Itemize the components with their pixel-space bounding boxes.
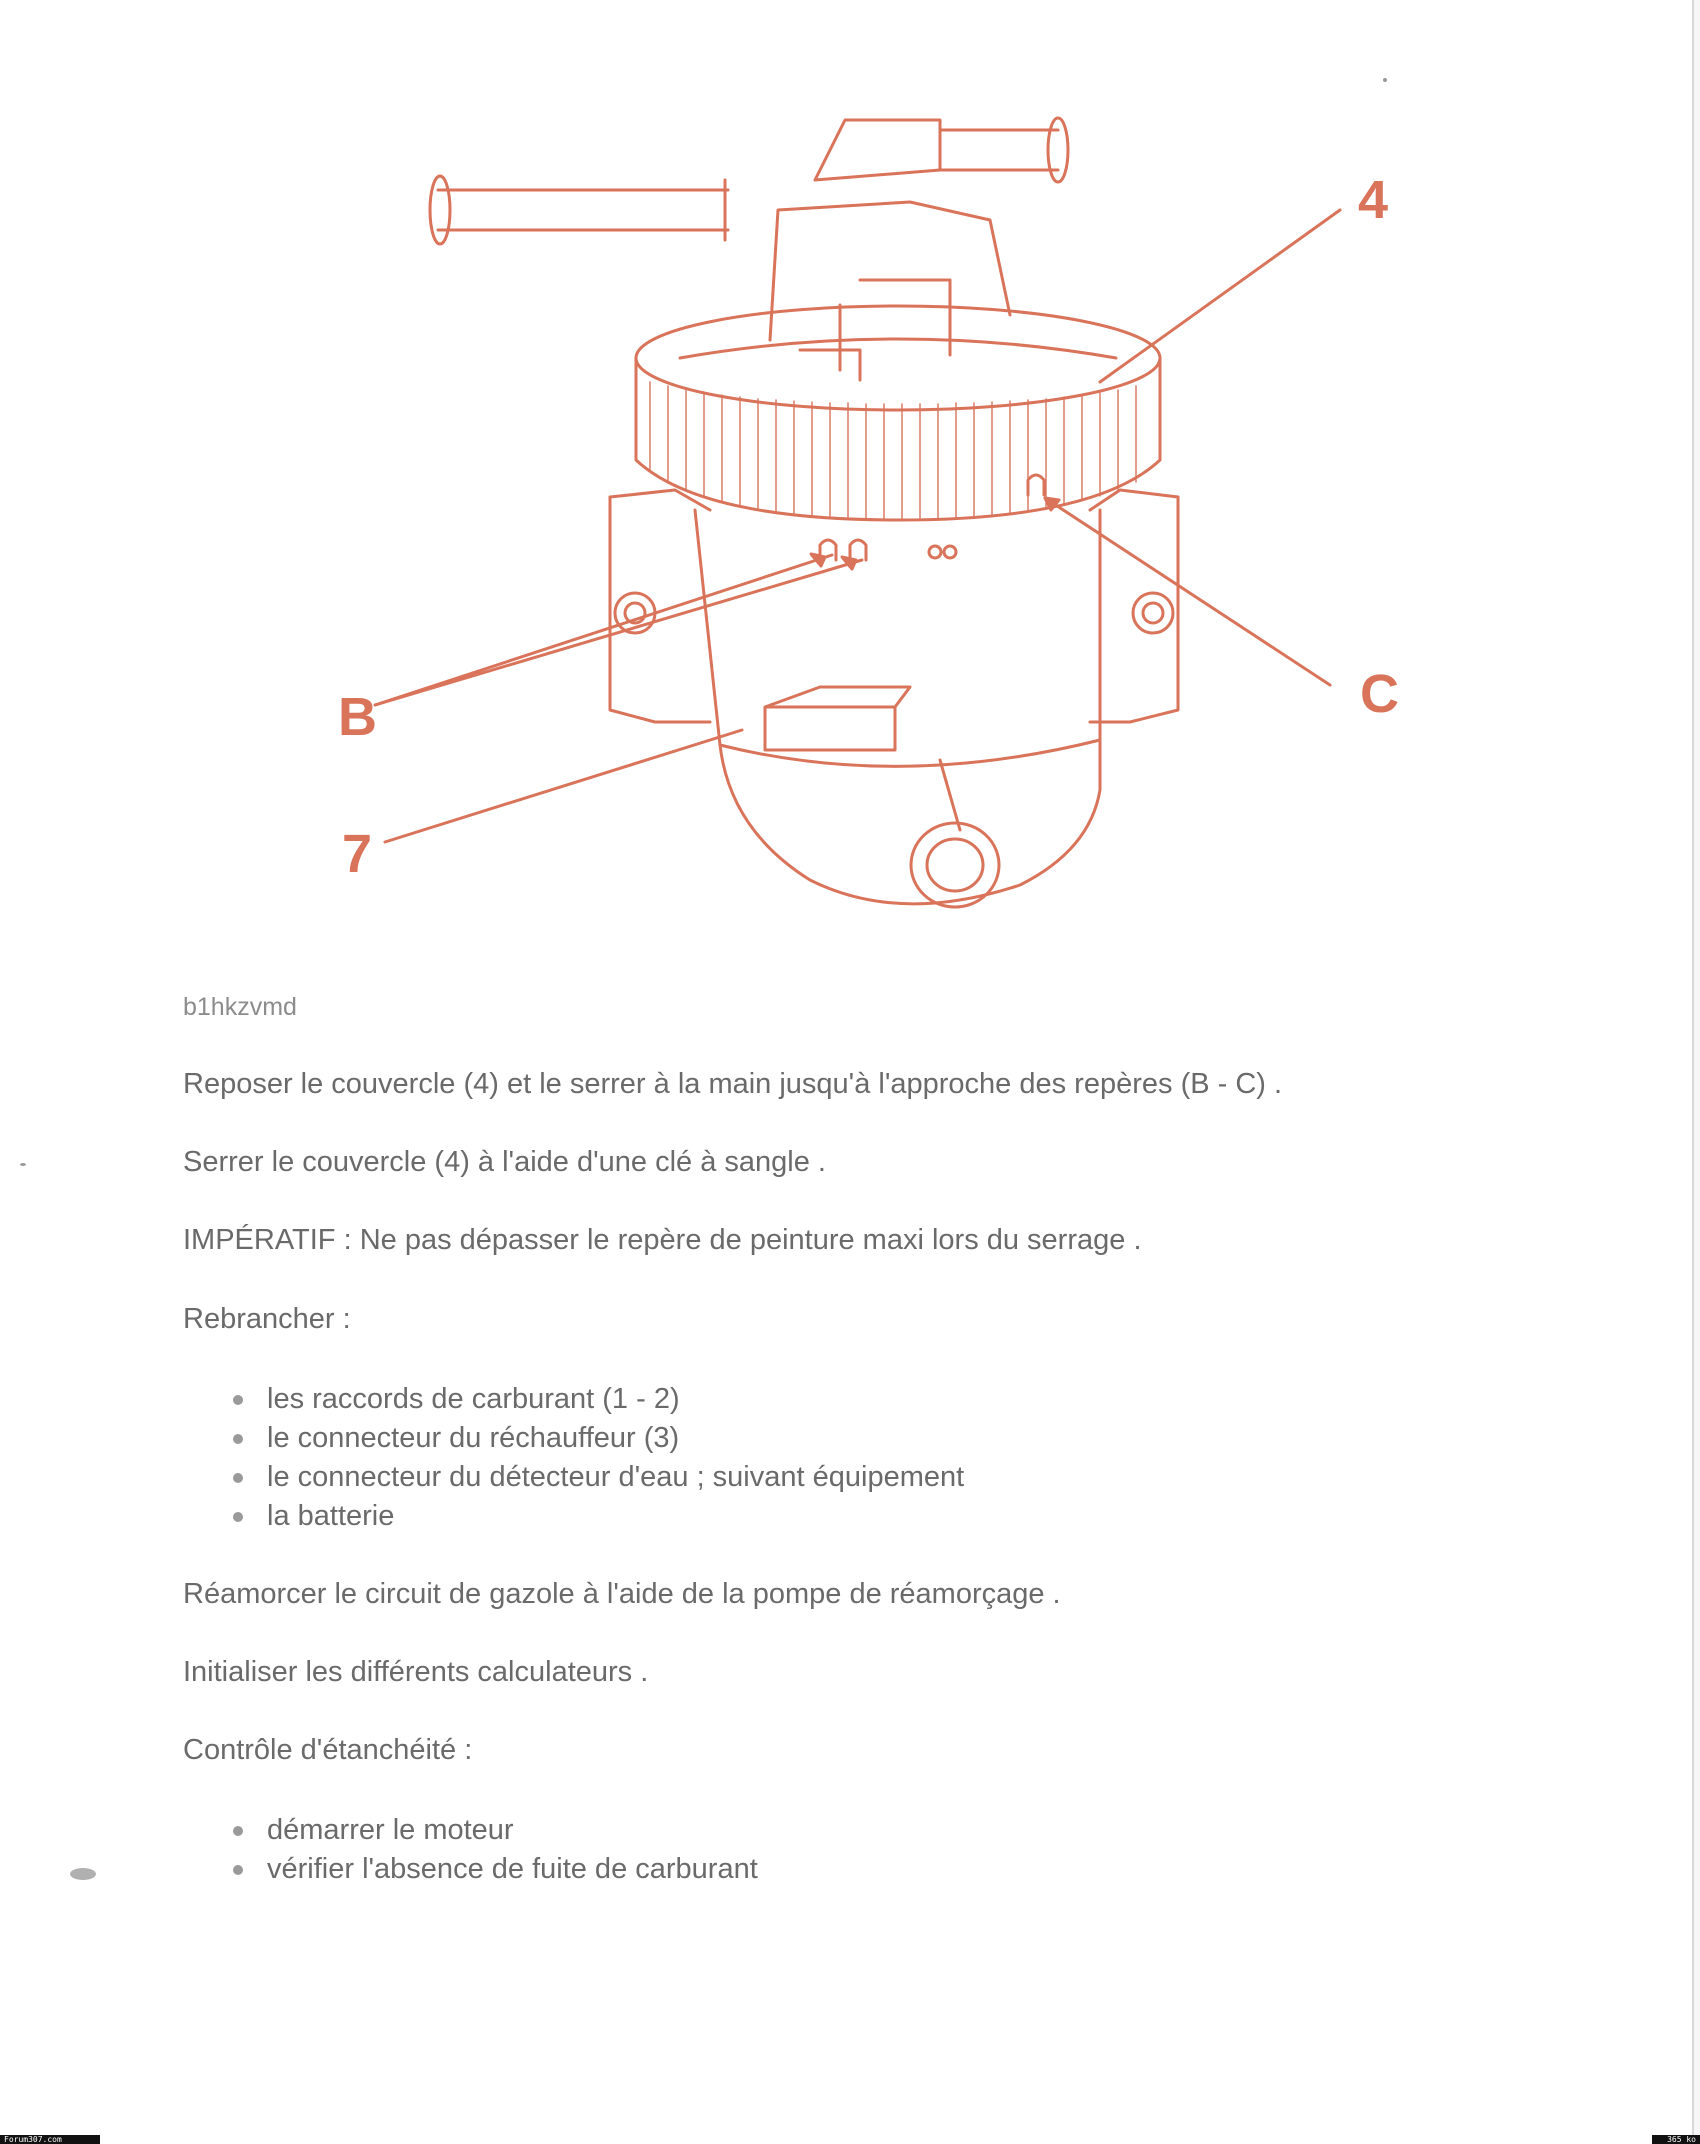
right-pipe-end [1048,118,1068,182]
scan-right-edge [1692,0,1700,2144]
step-replace-cover: Reposer le couvercle (4) et le serrer à la main jusqu'à l'approche des repères (B - C) . [183,1068,1283,1100]
cover-top-rim [636,306,1160,410]
mark-c [1028,475,1044,495]
leader-7 [385,730,742,842]
leader-c [1045,498,1330,685]
label-plate [765,687,910,750]
right-pipe-base [815,120,940,180]
callout-b: B [338,687,377,747]
reconnect-list [230,1380,964,1536]
marking-dot-1 [929,546,941,558]
step-tighten-cover: Serrer le couvercle (4) à l'aide d'une clé à sangle . [183,1146,826,1178]
footer-filesize: 365 ko [1652,2135,1700,2144]
bullet-icon [233,1395,243,1405]
list-item [230,1419,964,1458]
mark-b2 [850,540,866,560]
bowl-seam [720,740,1100,766]
fuel-filter-drawing [375,118,1340,907]
drain-plug [911,823,999,907]
list-item-text: le connecteur du détecteur d'eau ; suivant équipement [267,1461,965,1493]
step-prime-fuel: Réamorcer le circuit de gazole à l'aide de la pompe de réamorçage . [183,1578,1061,1610]
right-mount-hole [1133,593,1173,633]
list-item-text: les raccords de carburant (1 - 2) [267,1383,680,1415]
right-pipe [940,130,1058,170]
bullet-icon [233,1865,243,1875]
scan-speck [1383,78,1387,82]
list-item [230,1811,758,1850]
filter-head [770,202,1010,340]
leader-4 [1100,210,1340,382]
fuel-filter-diagram [300,90,1460,930]
leak-check-list [230,1811,758,1889]
list-item-text: la batterie [267,1500,395,1532]
list-item-text: vérifier l'absence de fuite de carburant [267,1853,758,1885]
callout-c: C [1360,664,1399,724]
step-reconnect-heading: Rebrancher : [183,1303,351,1335]
list-item [230,1850,758,1889]
head-details [800,280,950,380]
list-item-text: démarrer le moteur [267,1814,514,1846]
list-item [230,1458,964,1497]
list-item [230,1497,964,1536]
right-mount-hole-inner [1143,603,1163,623]
leak-check-heading: Contrôle d'étanchéité : [183,1734,473,1766]
bullet-icon [233,1434,243,1444]
scan-speck [70,1868,96,1880]
scan-speck [20,1163,26,1166]
drain-plug-inner [927,839,983,891]
left-pipe [438,190,728,230]
warning-imperatif: IMPÉRATIF : Ne pas dépasser le repère de peinture maxi lors du serrage . [183,1224,1142,1256]
filter-bowl [695,510,1100,904]
cover-knurling [650,382,1136,519]
callout-7: 7 [342,824,373,884]
footer-source: Forum307.com [0,2135,100,2144]
list-item [230,1380,964,1419]
bullet-icon [233,1826,243,1836]
callout-4: 4 [1358,170,1389,230]
drain-lever [940,760,960,830]
marking-dot-2 [944,546,956,558]
leader-b [375,555,862,705]
left-pipe-end [430,176,450,244]
figure-reference: b1hkzvmd [183,993,297,1021]
bullet-icon [233,1512,243,1522]
bullet-icon [233,1473,243,1483]
cover-inner-rim [680,339,1116,358]
step-initialize: Initialiser les différents calculateurs . [183,1656,649,1688]
list-item-text: le connecteur du réchauffeur (3) [267,1422,680,1454]
